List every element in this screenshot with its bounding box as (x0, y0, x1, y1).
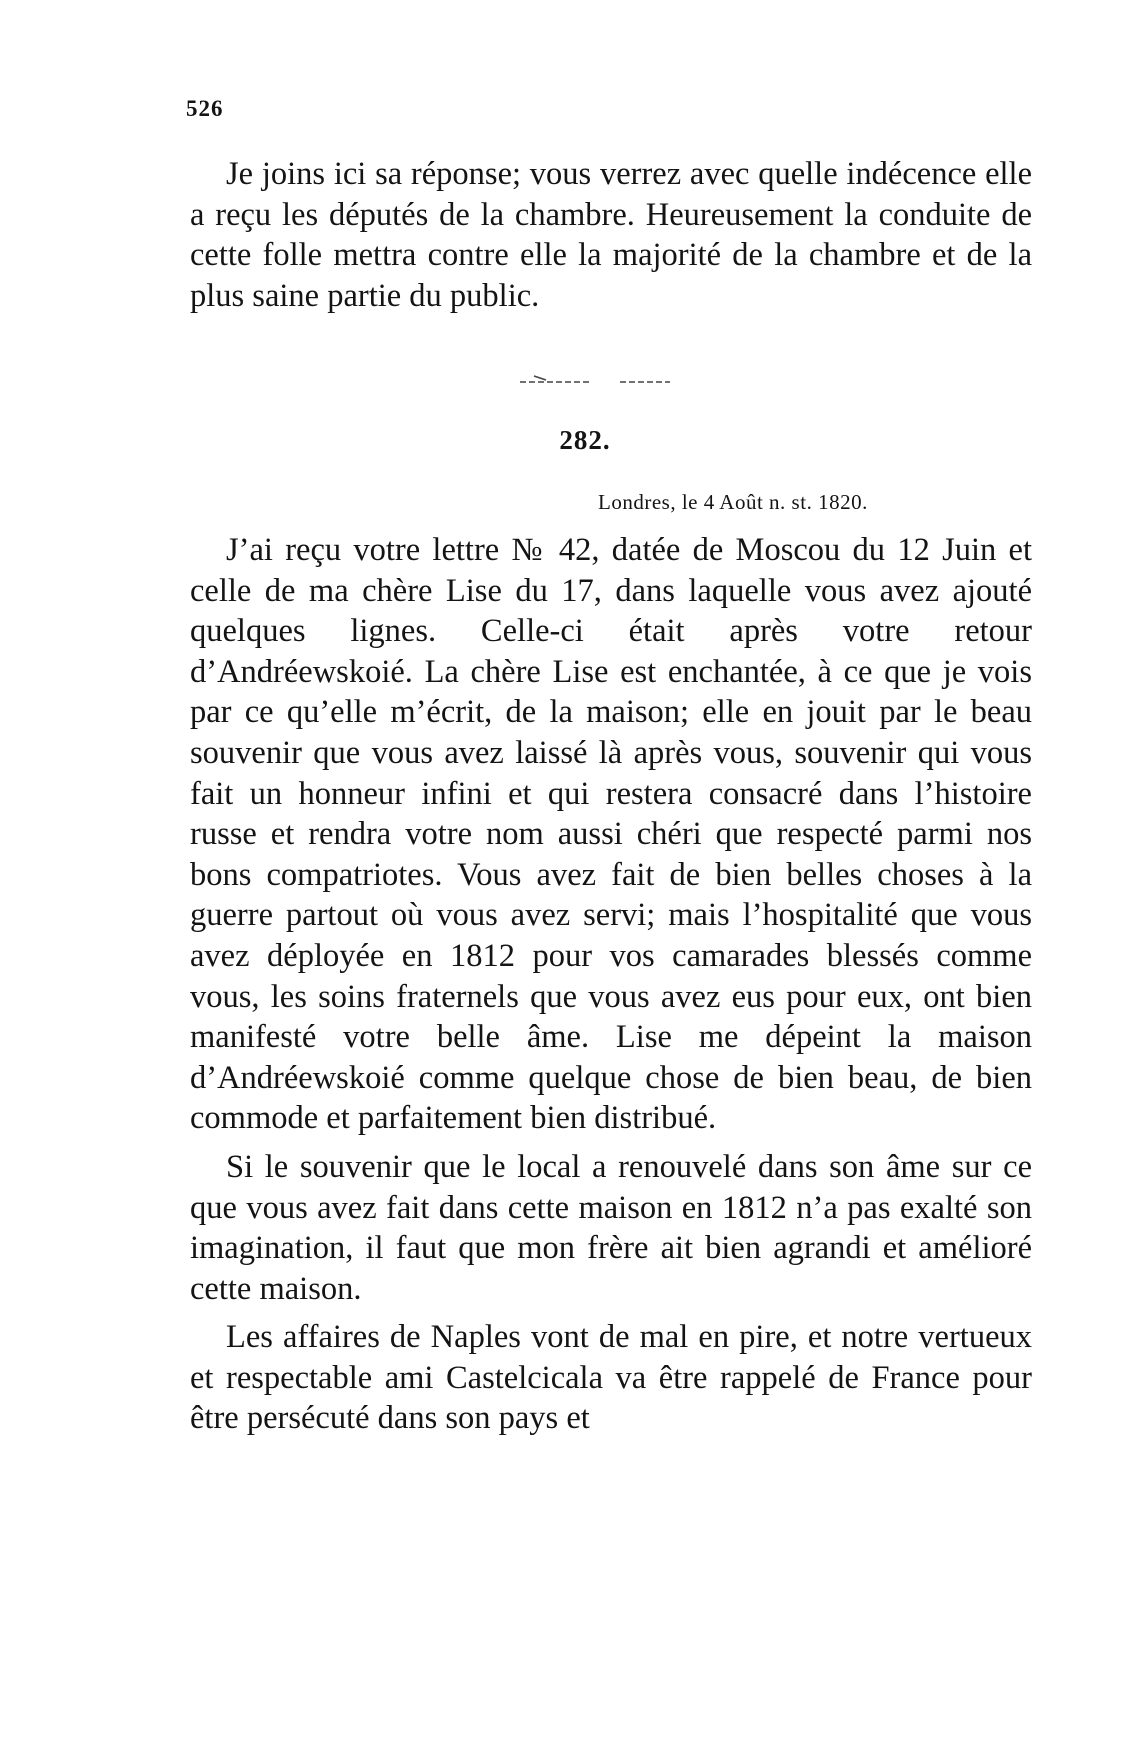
continuation-text (190, 154, 1032, 316)
continuation-paragraph: Je joins ici sa réponse; vous verrez avec quelle indécence elle a reçu les députés de la chambre. Heureusement la conduite de cette folle mettra contre elle la majorité de la chambre et de la plus saine partie du public. (190, 156, 1032, 314)
letter-paragraph-2: Si le souvenir que le local a renouvelé dans son âme sur ce que vous avez fait dans cette maison en 1812 n’a pas exalté son imagination, il faut que mon frère ait bien agrandi et amélioré cette maison. (190, 1148, 1032, 1307)
letter-paragraph-3: Les affaires de Naples vont de mal en pire, et notre vertueux et respectable ami Castelcicala va être rappelé de France pour être persécuté dans son pays et (190, 1319, 1032, 1437)
section-divider (520, 374, 696, 386)
page-number: 526 (186, 96, 224, 121)
letter-body (190, 530, 1032, 1439)
letter-dateline: Londres, le 4 Août n. st. 1820. (598, 490, 868, 514)
letter-number: 282. (559, 425, 611, 455)
letter-paragraph-1: J’ai reçu votre lettre № 42, datée de Moscou du 12 Juin et celle de ma chère Lise du 17, dans laquelle vous avez ajouté quelques lignes. Celle-ci était après votre retour d’Andréewskoié. La chère Lise est enchantée, à ce que je vois par ce qu’elle m’écrit, de la maison; elle en jouit par le beau souvenir que vous avez laissé là après vous, souvenir qui vous fait un honneur infini et qui restera consacré dans l’histoire russe et rendra votre nom aussi chéri que respecté parmi nos bons compatriotes. Vous avez fait de bien belles choses à la guerre partout où vous avez servi; mais l’hospitalité que vous avez déployée en 1812 pour vos camarades blessés comme vous, les soins fraternels que vous avez eus pour eux, ont bien manifesté votre belle âme. Lise me dépeint la maison d’Andréewskoié comme quelque chose de bien beau, de bien commode et parfaitement bien distribué. (190, 532, 1032, 1137)
